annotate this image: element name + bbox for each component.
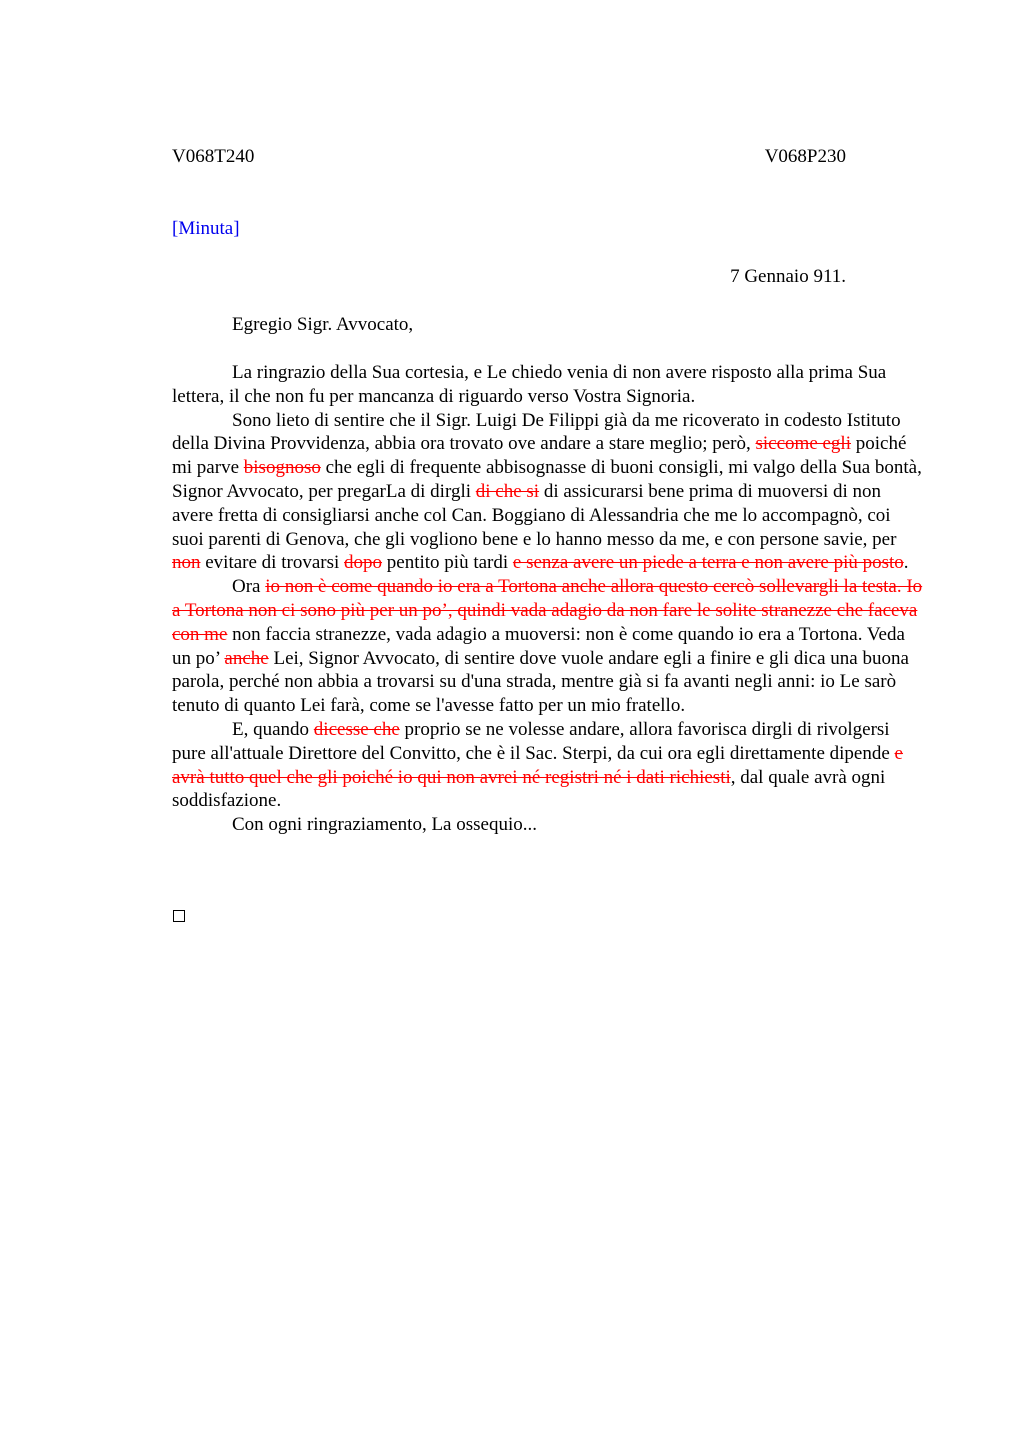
letter-body [172, 361, 924, 837]
deleted-text: di che si [475, 480, 540, 502]
deleted-text: dicesse che [313, 718, 400, 740]
deleted-text: io non è come quando io era a Tortona anche allora questo cercò sollevargli la testa. Io a Tortona non ci sono più per un po’, quindi vada adagio da non fare le solite stranezze che faceva con me [172, 576, 923, 645]
text-segment: Lei, Signor Avvocato, di sentire dove vuole andare egli a finire e gli dica una buona parola, perché non abbia a trovarsi su d'una strada, mentre già si fa avanti negli anni: io Le sarò tenuto di quanto Lei farà, come se l'avesse fatto per un mio fratello. [172, 647, 909, 717]
letter-date: 7 Gennaio 911. [730, 266, 846, 287]
text-segment: . [903, 552, 909, 574]
text-segment: non faccia stranezze, vada adagio a muoversi: non è come quando io era a Tortona. Veda un po’ [172, 623, 905, 669]
deleted-text: siccome egli [755, 433, 851, 455]
letter-paragraph [172, 718, 924, 813]
text-segment: proprio se ne volesse andare, allora favorisca dirgli di rivolgersi pure all'attuale Direttore del Convitto, che è il Sac. Sterpi, da cui ora egli direttamente dipende [172, 718, 895, 764]
text-segment: E, quando [232, 718, 314, 740]
text-segment: pentito più tardi [382, 552, 513, 574]
checkbox-square-icon [173, 910, 185, 922]
letter-paragraph [172, 409, 924, 576]
deleted-text: dopo [344, 552, 383, 574]
text-segment: Sono lieto di sentire che il Sigr. Luigi De Filippi già da me ricoverato in codesto Istituto della Divina Provvidenza, abbia ora trovato ove andare a stare meglio; però, [172, 409, 901, 455]
text-segment: La ringrazio della Sua cortesia, e Le chiedo venia di non avere risposto alla prima Sua lettera, il che non fu per mancanza di riguardo verso Vostra Signoria. [172, 362, 887, 407]
letter-paragraph [172, 575, 924, 718]
letter-paragraph [172, 361, 924, 409]
text-segment: che egli di frequente abbisognasse di buoni consigli, mi valgo della Sua bontà, Signor Avvocato, per pregarLa di dirgli [172, 457, 922, 502]
letter-greeting: Egregio Sigr. Avvocato, [232, 314, 414, 335]
text-segment: poiché mi parve [172, 433, 907, 479]
letter-paragraph [172, 813, 924, 837]
deleted-text: e senza avere un piede a terra e non avere più posto [512, 552, 904, 574]
deleted-text: e avrà tutto quel che gli poiché io qui non avrei né registri né i dati richiesti [172, 742, 903, 788]
deleted-text: non [172, 552, 201, 574]
text-segment: di assicurarsi bene prima di muoversi di non avere fretta di consigliarsi anche col Can. Boggiano di Alessandria che me lo accompagnò, coi suoi parenti di Genova, che gli vogliono bene e lo hanno messo da me, e con persone savie, per [172, 480, 897, 550]
document-id-right: V068P230 [764, 146, 846, 167]
text-segment: evitare di trovarsi [200, 552, 345, 574]
text-segment: Con ogni ringraziamento, La ossequio... [232, 814, 537, 836]
deleted-text: bisognoso [243, 457, 321, 479]
minuta-label: [Minuta] [172, 218, 240, 239]
document-identifiers [172, 146, 846, 170]
document-id-left: V068T240 [172, 146, 255, 167]
text-segment: Ora [232, 576, 266, 598]
deleted-text: anche [224, 647, 269, 669]
text-segment: , dal quale avrà ogni soddisfazione. [172, 766, 886, 812]
